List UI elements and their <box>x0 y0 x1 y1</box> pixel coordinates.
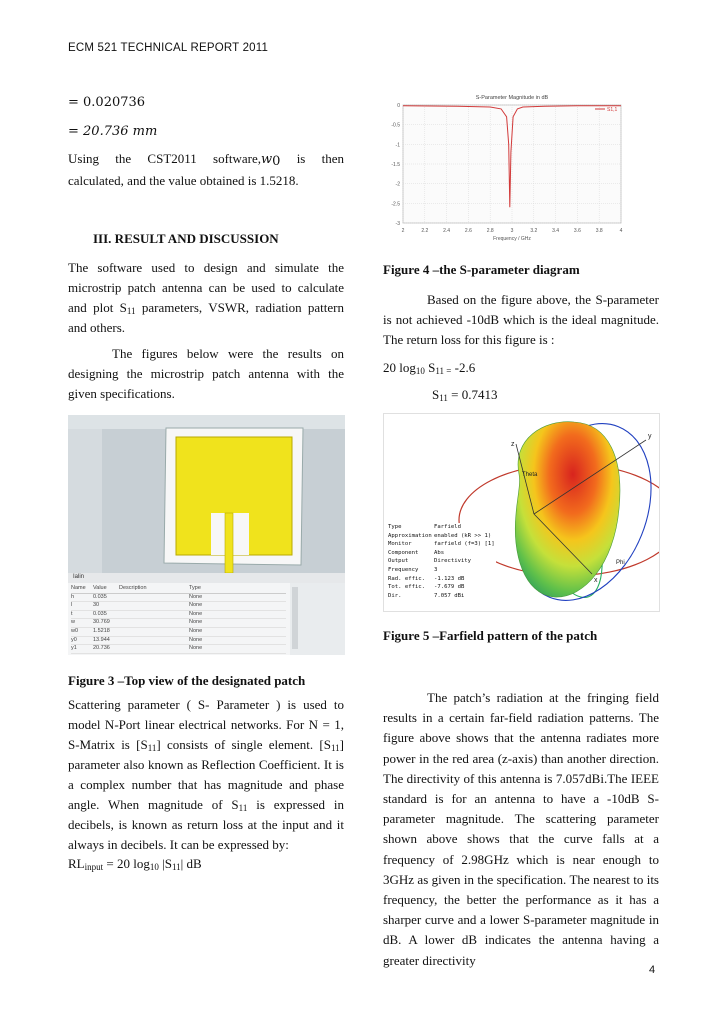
w0-line-2: calculated, and the value obtained is 1.5218. <box>68 173 299 188</box>
word: Using <box>68 151 100 166</box>
word: then <box>321 151 344 166</box>
farfield-info-table <box>388 523 496 600</box>
s11-value: $S_{11} = 0.7413$ <box>432 387 498 403</box>
section-heading: III. RESULT AND DISCUSSION <box>93 231 279 246</box>
running-header: ECM 521 TECHNICAL REPORT 2011 <box>68 42 269 54</box>
y-tick-label: -1 <box>395 142 400 149</box>
x-tick-label: 2.4 <box>443 228 451 234</box>
x-tick-label: 2.6 <box>464 228 472 234</box>
return-loss-value: 20 $\log_{10} S_{11 =}$ -2.6 <box>383 360 476 376</box>
x-tick-label: 2 <box>401 228 405 234</box>
axis-label-x: x <box>594 577 598 584</box>
paragraph-software: The software used to design and simulate the microstrip patch antenna can be used to calculate and plot $S_{11}$ parameters, VSWR, radiation pattern and others. <box>68 260 344 335</box>
cst-table-row: y0 13.944 None <box>71 637 286 646</box>
x-tick-label: 3 <box>510 228 514 234</box>
sparameter-plot <box>383 91 638 249</box>
paragraph-based-on: Based on the figure above, the S-parameter is not achieved -10dB which is the ideal magnitude. The return loss for this figure is : <box>383 292 659 347</box>
axis-label-theta: Theta <box>522 472 538 478</box>
y-tick-label: 0 <box>397 103 400 109</box>
farfield-info-row: Frequency 3 <box>388 566 438 573</box>
figure-5-farfield <box>383 413 660 612</box>
cst-table-row: t 0.035 None <box>71 611 286 620</box>
cst-table-row: w0 1.5218 None <box>71 628 286 637</box>
figure-3-caption: Figure 3 –Top view of the designated patch <box>68 673 306 688</box>
cst-table-row: l 30 None <box>71 602 286 611</box>
cst-parameter-table <box>71 585 286 654</box>
figure-4-caption: Figure 4 –the S-parameter diagram <box>383 262 580 277</box>
paragraph-figures-below: The figures below were the results on designing the microstrip patch antenna with the given specifications. <box>68 346 344 401</box>
paragraph-patch-radiation: The patch’s radiation at the fringing field results in a certain far-field radiation patterns. The figure above shows that the antenna radiates more power in the red area (z-axis) than another direction. The directivity of this antenna is 7.057dBi.The IEEE standard is for an antenna to have a -10dB S-parameter magnitude. The scattering parameter shown above shows that the curve falls at a frequency of 2.98GHz which is near enough to 3GHz as given in the specification. The nearest to its frequency, the better the performance as it has a sharper curve and a lower S-parameter magnitude in dB. A lower dB indicates the antenna having a greater directivity <box>383 690 659 968</box>
x-tick-label: 3.6 <box>573 228 581 234</box>
x-tick-label: 2.8 <box>486 228 494 234</box>
x-tick-label: 3.8 <box>595 228 603 234</box>
x-tick-label: 2.2 <box>421 228 429 234</box>
w0-line <box>68 151 344 167</box>
equation-value: = 0.020736 <box>68 95 146 110</box>
x-axis-label: Frequency / GHz <box>493 236 531 242</box>
y-tick-label: -2.5 <box>391 201 400 208</box>
farfield-info-row: Monitor farfield (f=3) [1] <box>388 541 495 548</box>
farfield-info-row: Component Abs <box>388 549 445 556</box>
figure-4-sparameter-chart <box>383 91 638 249</box>
word-software: $software,w_0$ <box>213 151 281 169</box>
farfield-info-row: Rad. effic. -1.123 dB <box>388 575 465 582</box>
word: the <box>115 151 132 166</box>
x-tick-label: 3.2 <box>530 228 538 234</box>
cst-table-row: y1 20.736 None <box>71 645 286 654</box>
x-tick-label: 3.4 <box>552 228 560 234</box>
chart-title: S-Parameter Magnitude in dB <box>475 95 549 101</box>
y-tick-label: -2 <box>395 181 400 188</box>
equation-mm <box>68 124 157 139</box>
return-loss-equation: $RL_{input} = 20$ $\log_{10} |S_{11}|$ dB <box>68 856 202 872</box>
farfield-info-row: Output Directivity <box>388 558 472 565</box>
cst-table-row: h 0.035 None <box>71 594 286 603</box>
farfield-info-row: Type Farfield <box>388 524 461 530</box>
equation-mm-text: = 20.736 mm <box>68 124 158 139</box>
legend-label: S1,1 <box>607 107 618 113</box>
x-tick-label: 4 <box>619 228 623 234</box>
word: is <box>296 151 306 166</box>
y-tick-label: -3 <box>395 221 400 227</box>
farfield-info-row: Dir. 7.057 dBi <box>388 592 465 599</box>
page-number: 4 <box>649 964 656 976</box>
y-tick-label: -1.5 <box>391 162 400 168</box>
figure-5-caption: Figure 5 –Farfield pattern of the patch <box>383 628 598 643</box>
farfield-info-row: Approximation enabled (kR >> 1) <box>388 532 492 539</box>
cst-table-header: Name Value Description Type <box>71 585 286 594</box>
paragraph-scattering: Scattering parameter ( S- Parameter ) is used to model N-Port linear electrical networks. For N = 1, S-Matrix is $[S_{11}]$ consists of single element. $[S_{11}]$ parameter also known as Reflection Coefficient. It is a complex number that has magnitude and phase angle. When magnitude of $S_{11}$ is expressed in decibels, is known as return loss at the input and it always in decibels. It can be expressed by: <box>68 697 344 852</box>
farfield-info-row: Tot. effic. -7.679 dB <box>388 584 465 591</box>
word: CST2011 <box>147 151 197 166</box>
axis-label-z: z <box>511 441 515 448</box>
cst-table-row: w 30.769 None <box>71 619 286 628</box>
figure-3-cst-screenshot <box>68 415 345 655</box>
axis-label-phi: Phi <box>616 560 625 566</box>
cst-panel-title: Ialin <box>73 574 85 580</box>
y-tick-label: -0.5 <box>391 122 400 129</box>
axis-label-y: y <box>648 433 652 440</box>
